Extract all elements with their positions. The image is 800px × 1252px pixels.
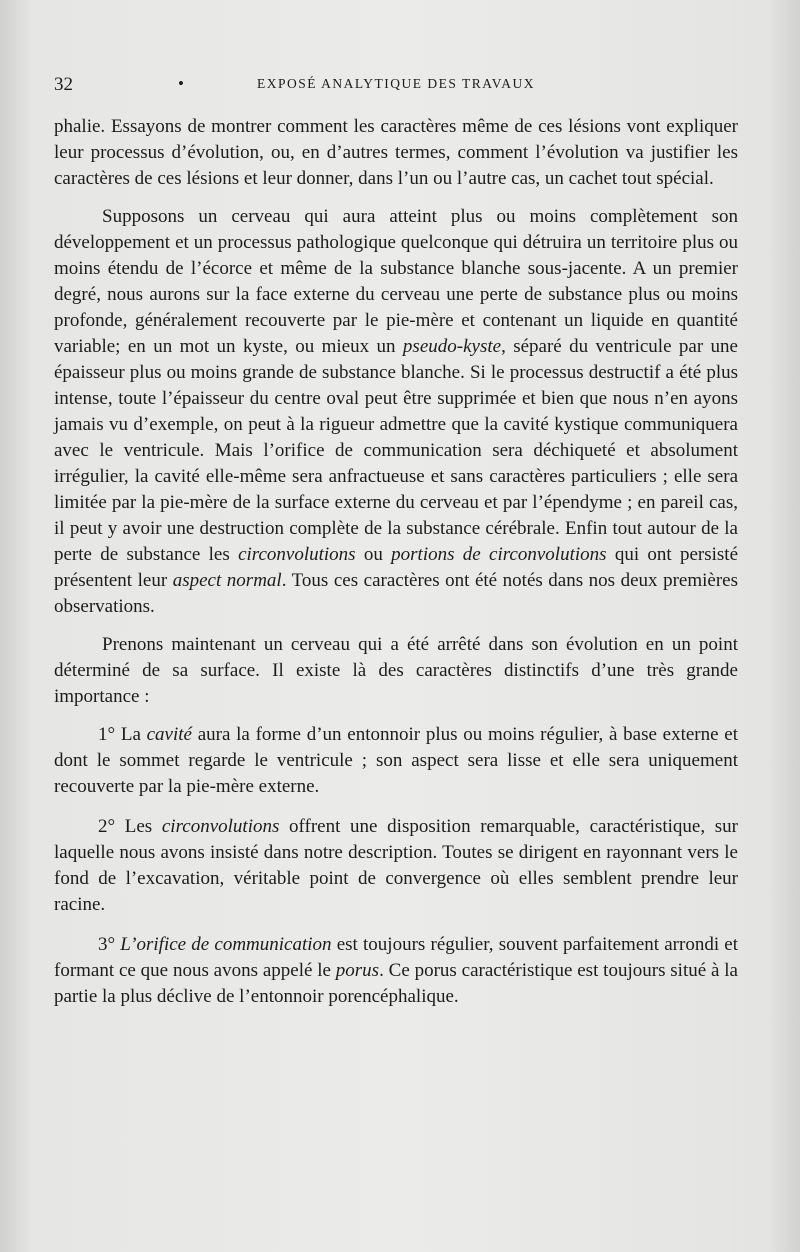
list-item-2-text-a: 2° Les (98, 816, 162, 837)
header-dot: • (178, 74, 184, 93)
paragraph-2-text-e: . Tous ces caractères ont été notés dans nos deux premières observations. (54, 570, 739, 617)
list-item-3 (54, 932, 738, 1010)
list-item-2-emphasis: circonvolutions (161, 816, 280, 837)
paragraph-2-text-c: ou (355, 544, 392, 565)
paragraph-2-emphasis-1: pseudo-kyste (402, 336, 502, 357)
paragraph-1-text: phalie. Essayons de montrer comment les caractères même de ces lésions vont expliquer leur processus d’évolution, ou, en d’autres termes, comment l’évolution va justifier les caractères de ces lésions et leur donner, dans l’un ou l’autre cas, un cachet tout spécial. (54, 116, 738, 189)
paragraph-2-emphasis-3: portions de circonvolutions (391, 544, 607, 565)
list-item-3-text-b: est toujours régulier, souvent parfaitement arrondi et formant ce que nous avons appelé le (54, 934, 738, 981)
list-item-1-text-a: 1° La (98, 724, 147, 745)
list-item-3-emphasis-2: porus (335, 960, 380, 981)
list-item-1-emphasis: cavité (146, 724, 192, 745)
paragraph-1 (54, 114, 738, 192)
paragraph-2-emphasis-4: aspect normal (172, 570, 282, 591)
paragraph-3-text: Prenons maintenant un cerveau qui a été arrêté dans son évolution en un point déterminé de sa surface. Il existe là des caractères distinctifs d’une très grande importance : (54, 634, 738, 707)
page-number: 32 (54, 74, 73, 95)
list-item-3-text-c: . Ce porus caractéristique est toujours situé à la partie la plus déclive de l’entonnoir porencéphalique. (54, 960, 738, 1007)
paragraph-2-text-b: , séparé du ventricule par une épaisseur plus ou moins grande de substance blanche. Si le processus destructif a été plus intense, toute l’épaisseur du centre oval peut être supprimée et bien que nous n’en ayons jamais vu d’exemple, on peut à la rigueur admettre que la cavité kystique communiquera avec le ventricule. Mais l’orifice de communication sera déchiqueté et absolument irrégulier, la cavité elle-même sera anfractueuse et sans caractères particuliers ; elle sera limitée par la pie-mère de la surface externe du cerveau et par l’épendyme ; en pareil cas, il peut y avoir une destruction complète de la substance cérébrale. Enfin tout autour de la perte de substance les (54, 336, 738, 565)
paragraph-2-emphasis-2: circonvolutions (238, 544, 356, 565)
body-text (54, 114, 738, 1024)
paragraph-2 (54, 204, 738, 620)
page-header (54, 74, 738, 96)
paragraph-2-text-a: Supposons un cerveau qui aura atteint plus ou moins complètement son développement et un processus pathologique quelconque qui détruira un territoire plus ou moins étendu de l’écorce et même de la substance blanche sous-jacente. A un premier degré, nous aurons sur la face externe du cerveau une perte de substance plus ou moins profonde, généralement recouverte par le pie-mère et contenant un liquide en quantité variable; en un mot un kyste, ou mieux un (54, 206, 738, 357)
list-item-3-emphasis-1: L’orifice de communication (120, 934, 332, 955)
list-item-1-text-b: aura la forme d’un entonnoir plus ou moins régulier, à base externe et dont le sommet regarde le ventricule ; son aspect sera lisse et elle sera uniquement recouverte par la pie-mère externe. (54, 724, 739, 797)
running-title: EXPOSÉ ANALYTIQUE DES TRAVAUX (256, 76, 536, 91)
list-item-3-text-a: 3° (98, 934, 121, 955)
list-item-1 (54, 722, 738, 800)
paragraph-2-text-d: qui ont persisté présentent leur (54, 544, 739, 591)
list-item-2 (54, 814, 738, 918)
paragraph-3 (54, 632, 738, 710)
list-item-2-text-b: offrent une disposition remarquable, caractéristique, sur laquelle nous avons insisté dans notre description. Toutes se dirigent en rayonnant vers le fond de l’excavation, véritable point de convergence où elles semblent prendre leur racine. (54, 816, 738, 915)
